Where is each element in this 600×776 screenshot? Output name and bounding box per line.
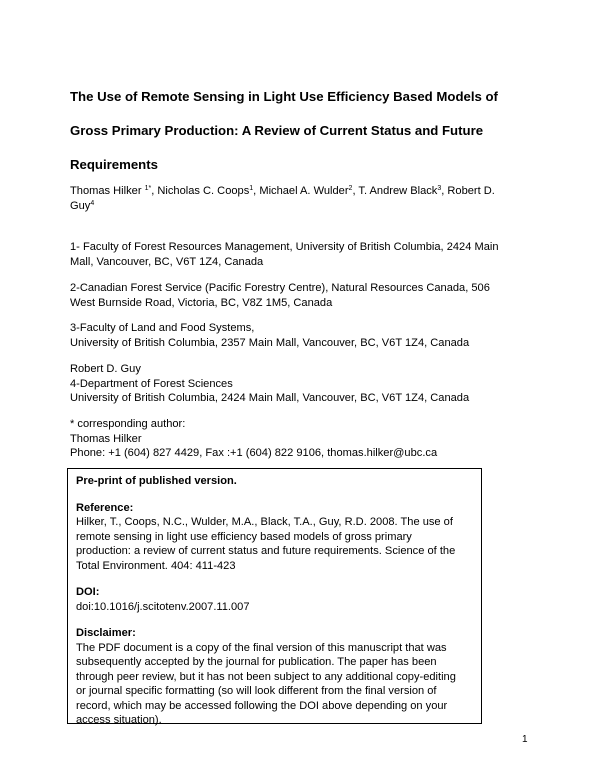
disclaimer-line: access situation). bbox=[76, 714, 162, 726]
affiliation-2 bbox=[70, 281, 540, 310]
author-name: , Michael A. Wulder bbox=[253, 185, 349, 197]
author-affiliation-mark: 2 bbox=[348, 185, 353, 192]
disclaimer-line: subsequently accepted by the journal for publication. The paper has been bbox=[76, 656, 437, 668]
reference-line: production: a review of current status and future requirements. Science of the bbox=[76, 545, 456, 557]
affiliation-line: University of British Columbia, 2357 Main Mall, Vancouver, BC, V6T 1Z4, Canada bbox=[70, 336, 470, 349]
doi-link[interactable]: doi:10.1016/j.scitotenv.2007.11.007 bbox=[76, 600, 250, 613]
affiliation-4 bbox=[70, 362, 540, 406]
disclaimer-line: through peer review, but it has not been subject to any additional copy-editing bbox=[76, 670, 456, 683]
preprint-label: Pre-print of published version. bbox=[76, 475, 237, 487]
title-line-3: Requirements bbox=[70, 157, 158, 172]
preprint-notice-box bbox=[67, 468, 482, 724]
affiliation-3 bbox=[70, 321, 540, 350]
affiliation-line: 2-Canadian Forest Service (Pacific Forestry Centre), Natural Resources Canada, 506 bbox=[70, 282, 490, 294]
author-affiliation-mark: 3 bbox=[437, 185, 442, 192]
title-line-2: Gross Primary Production: A Review of Current Status and Future bbox=[70, 123, 484, 138]
disclaimer-line: The PDF document is a copy of the final version of this manuscript that was bbox=[76, 641, 447, 654]
affiliation-line: 4-Department of Forest Sciences bbox=[70, 377, 233, 390]
corresponding-contact: Phone: +1 (604) 827 4429, Fax :+1 (604) 822 9106, thomas.hilker@ubc.ca bbox=[70, 447, 438, 459]
paper-title bbox=[70, 80, 540, 182]
author-list bbox=[70, 184, 540, 213]
affiliation-line: Mall, Vancouver, BC, V6T 1Z4, Canada bbox=[70, 255, 264, 268]
doi-heading: DOI: bbox=[76, 586, 100, 598]
affiliation-line: 1- Faculty of Forest Resources Management, University of British Columbia, 2424 Main bbox=[70, 241, 499, 253]
disclaimer-heading: Disclaimer: bbox=[76, 627, 136, 639]
affiliation-line: West Burnside Road, Victoria, BC, V8Z 1M5, Canada bbox=[70, 296, 333, 309]
reference-line: Total Environment. 404: 411-423 bbox=[76, 559, 236, 572]
affiliation-name: Robert D. Guy bbox=[70, 363, 141, 375]
author-affiliation-mark: 1* bbox=[144, 185, 152, 192]
corresponding-label: * corresponding author: bbox=[70, 418, 186, 430]
corresponding-author bbox=[70, 417, 540, 461]
preprint-notice-content bbox=[76, 474, 481, 728]
page-number: 1 bbox=[522, 734, 528, 745]
corresponding-name: Thomas Hilker bbox=[70, 432, 142, 445]
reference-line: remote sensing in light use efficiency based models of gross primary bbox=[76, 530, 412, 543]
author-line-1 bbox=[70, 184, 540, 199]
reference-heading: Reference: bbox=[76, 501, 134, 514]
affiliation-1 bbox=[70, 240, 540, 269]
title-line-1: The Use of Remote Sensing in Light Use Efficiency Based Models of bbox=[70, 89, 498, 104]
reference-line: Hilker, T., Coops, N.C., Wulder, M.A., Black, T.A., Guy, R.D. 2008. The use of bbox=[76, 516, 453, 528]
disclaimer-line: record, which may be accessed following the DOI above depending on your bbox=[76, 699, 448, 712]
affiliation-line: University of British Columbia, 2424 Main Mall, Vancouver, BC, V6T 1Z4, Canada bbox=[70, 392, 470, 404]
author-affiliation-mark: 4 bbox=[90, 199, 95, 207]
author-name: , Robert D. bbox=[441, 185, 495, 197]
disclaimer-line: or journal specific formatting (so will look different from the final version of bbox=[76, 685, 437, 697]
author-line-2 bbox=[70, 199, 540, 214]
affiliation-line: 3-Faculty of Land and Food Systems, bbox=[70, 322, 255, 334]
author-name: Guy bbox=[70, 199, 91, 212]
author-name: Thomas Hilker bbox=[70, 185, 145, 197]
author-name: , Nicholas C. Coops bbox=[151, 185, 250, 197]
author-name: , T. Andrew Black bbox=[352, 185, 438, 197]
author-affiliation-mark: 1 bbox=[249, 185, 254, 192]
